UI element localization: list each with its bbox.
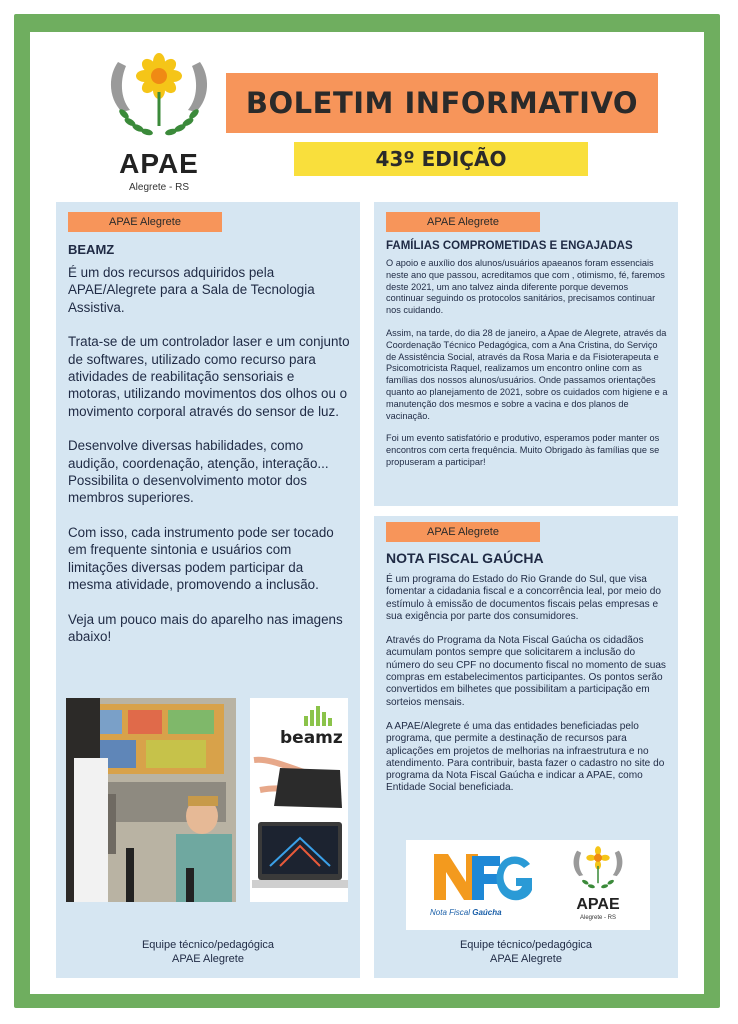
beamz-device-photo <box>250 698 348 902</box>
classroom-photo <box>66 698 236 902</box>
credits-line: APAE Alegrete <box>490 953 562 965</box>
article-heading: FAMÍLIAS COMPROMETIDAS E ENGAJADAS <box>386 240 633 252</box>
caption-part: Gaúcha <box>472 908 502 917</box>
logo-city: Alegrete - RS <box>128 182 190 193</box>
families-article <box>374 202 678 506</box>
paragraph: Foi um evento satisfatório e produtivo, esperamos poder manter os encontros com certa frequência. Muito Obrigado às famílias que se propuseram a participar! <box>386 433 660 467</box>
nota-fiscal-gaucha-logo-icon <box>426 844 546 914</box>
apae-logo <box>94 52 224 202</box>
article-body <box>386 574 668 807</box>
paragraph: Com isso, cada instrumento pode ser tocado em frequente sintonia e usuários com limitações diversas podem participar da mesma atividade, promovendo a inclusão. <box>68 524 334 593</box>
bulletin-title: BOLETIM INFORMATIVO <box>226 73 658 133</box>
article-tag: APAE Alegrete <box>386 522 540 542</box>
logo-name: APAE <box>119 148 199 179</box>
paragraph: O apoio e auxílio dos alunos/usuários apaeanos foram essenciais neste ano que passou, acreditamos que com , otimismo, fé, faremos deste 2021, um ano talvez ainda diferente porque devemos continuar seguindo os protocolos sanitários, precisamos continuar nos cuidando. <box>386 258 665 316</box>
bulletin-sheet <box>30 32 704 994</box>
apae-emblem-icon <box>568 844 628 896</box>
credits-line: Equipe técnico/pedagógica <box>141 939 275 951</box>
credits-line: Equipe técnico/pedagógica <box>459 939 593 951</box>
paragraph: Trata-se de um controlador laser e um conjunto de softwares, utilizado como recurso para atividades de reabilitação sensoriais e motoras, utilizando movimentos dos olhos ou o movimento corporal através do sensor de luz. <box>68 334 350 419</box>
article-heading: BEAMZ <box>68 242 115 257</box>
paragraph: Assim, na tarde, do dia 28 de janeiro, a Apae de Alegrete, através da Coordenação Técnico Pedagógica, com a Ana Cristina, do Serviço de Assistência Social, através da Rosa Maria e da Fisioterapeuta e Psicomotricista Raquel, realizamos um encontro online com as famílias dos nossos alunos/usuários. Onde passamos orientações quanto ao planejamento de 2021, sobre os cuidados com higiene e a manutenção dos mesmos e sobre a vacina e dos planos de vacinação. <box>386 327 668 421</box>
logo-name: APAE <box>576 896 620 913</box>
nota-fiscal-caption <box>430 908 502 917</box>
beamz-article <box>56 202 360 978</box>
logo-city: Alegrete - RS <box>579 915 616 921</box>
article-body <box>68 264 350 662</box>
nota-fiscal-article <box>374 516 678 978</box>
article-tag: APAE Alegrete <box>386 212 540 232</box>
credits-line: APAE Alegrete <box>172 953 244 965</box>
paragraph: É um dos recursos adquiridos pela APAE/Alegrete para a Sala de Tecnologia Assistiva. <box>68 265 315 315</box>
article-body <box>386 258 668 480</box>
edition-label: 43º EDIÇÃO <box>294 142 588 176</box>
apae-emblem-icon <box>100 52 218 148</box>
caption-part: Nota Fiscal <box>430 908 471 917</box>
article-heading: NOTA FISCAL GAÚCHA <box>386 550 544 566</box>
paragraph: É um programa do Estado do Rio Grande do Sul, que visa fomentar a cidadania fiscal e a concorrência leal, por meio do estímulo à emissão de documentos fiscais pelas empresas e sua exigência por parte dos consumidores. <box>386 574 661 622</box>
beamz-brand: beamz <box>280 728 343 748</box>
article-credits <box>374 938 678 966</box>
article-credits <box>56 938 360 966</box>
paragraph: Através do Programa da Nota Fiscal Gaúcha os cidadãos acumulam pontos sempre que solicitarem a inclusão do número do seu CPF no documento fiscal no momento de suas compras em estabelecimentos participantes. Os pontos serão convertidos em bilhetes que possibilitam a participação em sorteios mensais. <box>386 635 666 708</box>
paragraph: A APAE/Alegrete é uma das entidades beneficiadas pelo programa, que permite a destinação de recursos para aplicações em projetos de melhorias na infraestrutura e no atendimento. Para contribuir, basta fazer o cadastro no site do programa da Nota Fiscal Gaúcha e indicar a APAE, como Entidade Social beneficiada. <box>386 720 665 794</box>
paragraph: Veja um pouco mais do aparelho nas imagens abaixo! <box>68 611 343 644</box>
partner-logos <box>406 840 650 930</box>
paragraph: Desenvolve diversas habilidades, como audição, coordenação, atenção, interação... Possibilita o desenvolvimento motor dos membros superiores. <box>68 438 329 506</box>
article-tag: APAE Alegrete <box>68 212 222 232</box>
